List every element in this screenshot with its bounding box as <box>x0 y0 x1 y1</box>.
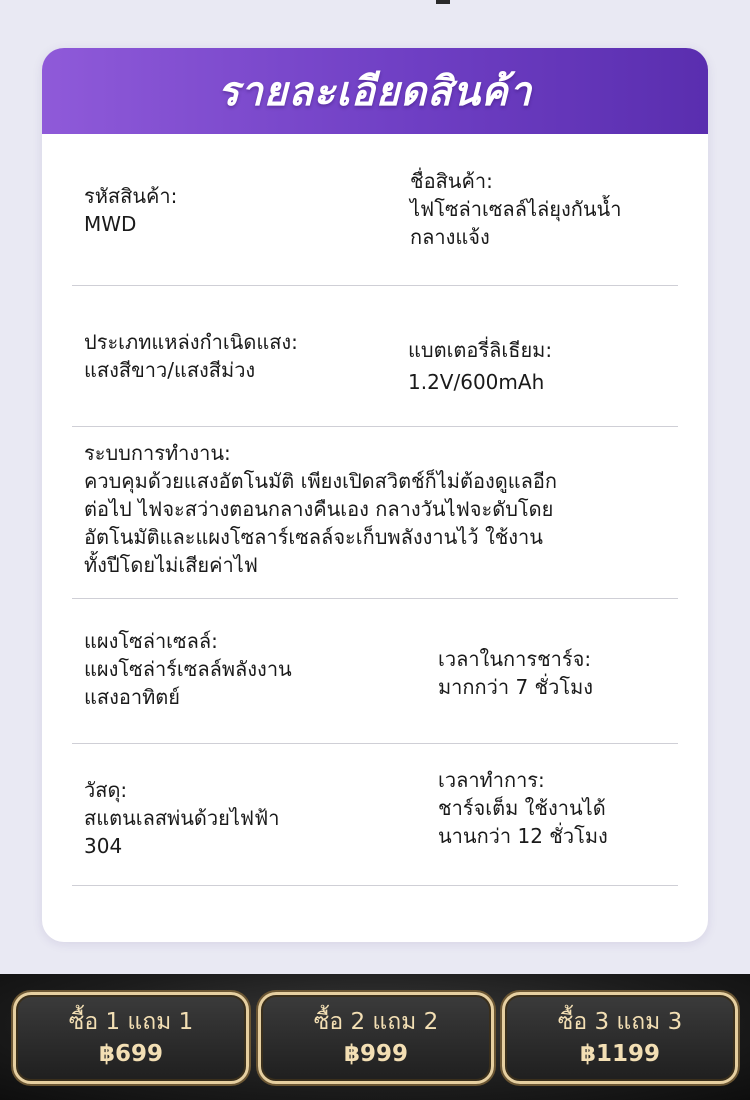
material-label: วัสดุ: <box>84 778 128 802</box>
light-source <box>84 328 394 384</box>
product-code <box>84 182 374 238</box>
offer-label: ซื้อ 3 แถม 3 <box>557 1009 683 1035</box>
charge-time <box>438 645 678 701</box>
detail-row-panel-charge <box>72 599 678 744</box>
charge-time-value: มากกว่า 7 ชั่วโมง <box>438 675 594 699</box>
offer-price: ฿1199 <box>579 1041 661 1067</box>
charge-time-label: เวลาในการชาร์จ: <box>438 647 592 671</box>
material <box>84 776 404 860</box>
work-time-value-line: ชาร์จเต็ม ใช้งานได้ <box>438 796 606 820</box>
work-time-value-line: นานกว่า 12 ชั่วโมง <box>438 824 608 848</box>
top-edge-mark <box>436 0 450 4</box>
product-name-value-line: ไฟโซล่าเซลล์ไล่ยุงกันน้ำ <box>410 197 622 221</box>
product-name-value-line: กลางแจ้ง <box>410 225 490 249</box>
card-title: รายละเอียดสินค้า <box>217 69 533 115</box>
product-name <box>410 167 678 251</box>
product-code-label: รหัสสินค้า: <box>84 184 178 208</box>
product-name-label: ชื่อสินค้า: <box>410 169 493 193</box>
solar-panel-value-line: แสงอาทิตย์ <box>84 685 180 709</box>
solar-panel-label: แผงโซล่าเซลล์: <box>84 629 218 653</box>
offer-button-1[interactable] <box>13 992 249 1084</box>
operation <box>84 439 674 579</box>
light-source-value: แสงสีขาว/แสงสีม่วง <box>84 358 256 382</box>
offer-button-3[interactable] <box>502 992 738 1084</box>
operation-value-line: อัตโนมัติและแผงโซลาร์เซลล์จะเก็บพลังงานไว้ ใช้งาน <box>84 525 543 549</box>
material-value-line: สแตนเลสพ่นด้วยไฟฟ้า <box>84 806 280 830</box>
detail-row-light-battery <box>72 286 678 427</box>
detail-row-operation <box>72 427 678 599</box>
battery-value: 1.2V/600mAh <box>408 370 545 394</box>
work-time-label: เวลาทำการ: <box>438 768 545 792</box>
light-source-label: ประเภทแหล่งกำเนิดแสง: <box>84 330 298 354</box>
offer-button-2[interactable] <box>258 992 494 1084</box>
offer-price: ฿699 <box>98 1041 163 1067</box>
offer-label: ซื้อ 2 แถม 2 <box>313 1009 439 1035</box>
detail-row-material-worktime <box>72 744 678 886</box>
work-time <box>438 766 678 850</box>
solar-panel <box>84 627 404 711</box>
detail-row-code-name <box>72 134 678 286</box>
operation-value-line: ต่อไป ไฟจะสว่างตอนกลางคืนเอง กลางวันไฟจะดับโดย <box>84 497 554 521</box>
card-header <box>42 48 708 134</box>
operation-value-line: ทั้งปีโดยไม่เสียค่าไฟ <box>84 553 258 577</box>
operation-value-line: ควบคุมด้วยแสงอัตโนมัติ เพียงเปิดสวิตช์ก็ไม่ต้องดูแลอีก <box>84 469 558 493</box>
product-code-value: MWD <box>84 212 137 236</box>
product-details-card <box>42 48 708 942</box>
battery <box>408 336 676 396</box>
offer-label: ซื้อ 1 แถม 1 <box>68 1009 194 1035</box>
offer-price: ฿999 <box>343 1041 408 1067</box>
operation-label: ระบบการทำงาน: <box>84 441 231 465</box>
material-value-line: 304 <box>84 834 123 858</box>
offer-bar <box>0 974 750 1100</box>
battery-label: แบตเตอรี่ลิเธียม: <box>408 338 553 362</box>
solar-panel-value-line: แผงโซล่าร์เซลล์พลังงาน <box>84 657 292 681</box>
